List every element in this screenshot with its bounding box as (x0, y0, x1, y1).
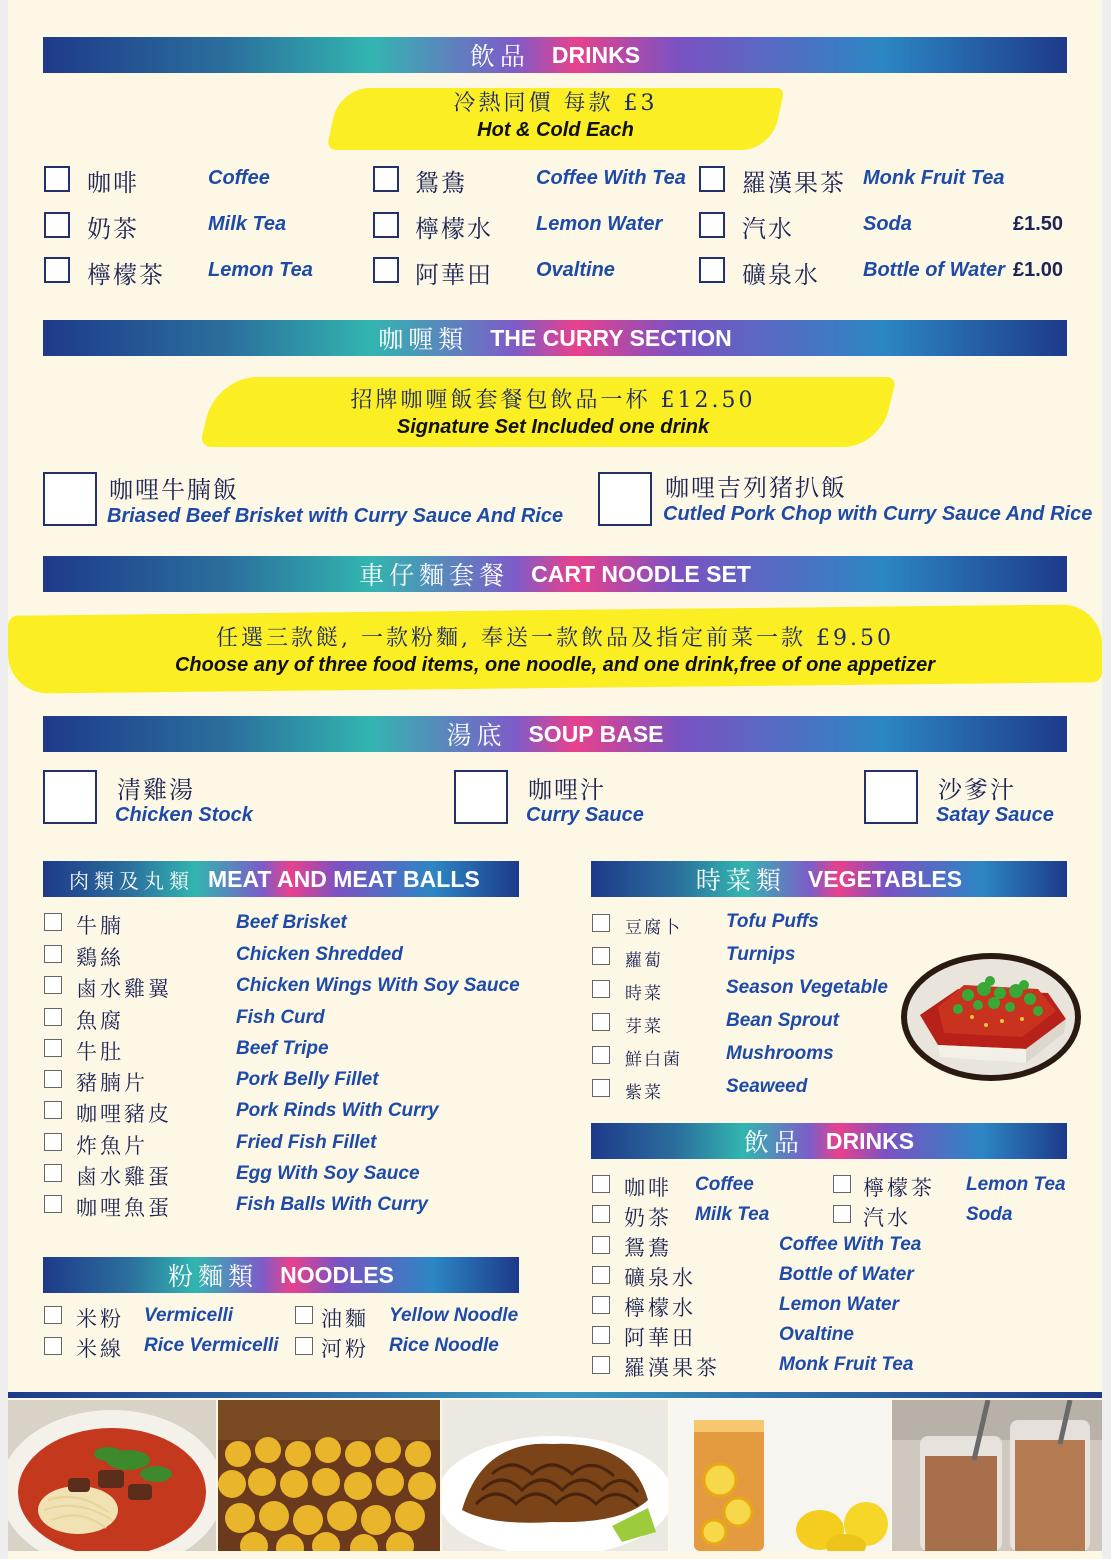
set-drink-checkbox[interactable] (592, 1266, 610, 1284)
set-drink-name-en: Lemon Tea (966, 1174, 1066, 1195)
curry-promo-en: Signature Set Included one drink (396, 416, 710, 438)
soup-header-en: SOUP BASE (528, 720, 664, 747)
meat-name-zh: 鹵水雞翼 (76, 977, 172, 1001)
set-drink-name-zh: 汽水 (863, 1206, 911, 1230)
meat-name-en: Fish Balls With Curry (236, 1194, 428, 1215)
drink-name-en: Ovaltine (536, 259, 615, 281)
drinks-promo-en: Hot & Cold Each (477, 119, 634, 141)
set-drink-name-en: Coffee (695, 1174, 754, 1195)
curry-header-zh: 咖喱類 (378, 325, 469, 354)
drink-name-en: Soda (863, 213, 912, 235)
set-drink-name-zh: 鴛鴦 (624, 1236, 672, 1260)
noodle-set-header-en: CART NOODLE SET (531, 560, 751, 587)
veg-checkbox[interactable] (592, 947, 610, 965)
drink-name-zh: 礦泉水 (742, 261, 820, 289)
meat-name-en: Fish Curd (236, 1007, 325, 1028)
drink-price: £1.00 (1013, 259, 1064, 281)
set-drink-checkbox[interactable] (592, 1326, 610, 1344)
meat-name-zh: 豬腩片 (76, 1071, 148, 1095)
curry-name-zh: 咖哩牛腩飯 (109, 476, 239, 504)
meat-checkbox[interactable] (44, 1164, 62, 1182)
soup-name-zh: 清雞湯 (117, 776, 195, 804)
meat-name-zh: 炸魚片 (76, 1134, 148, 1158)
noodle-checkbox[interactable] (295, 1337, 313, 1355)
veg-checkbox[interactable] (592, 1013, 610, 1031)
curry-promo-zh: 招牌咖喱飯套餐包飲品一杯 £12.50 (350, 388, 756, 413)
curry-header-en: THE CURRY SECTION (490, 324, 732, 351)
set-drinks-header-en: DRINKS (825, 1127, 915, 1154)
fish-balls-photo (218, 1400, 440, 1551)
meat-checkbox[interactable] (44, 945, 62, 963)
set-drink-name-en: Soda (966, 1204, 1013, 1225)
drinks-promo-zh: 冷熱同價 每款 £3 (453, 91, 658, 116)
meat-name-zh: 魚腐 (76, 1009, 124, 1033)
curry-promo (223, 387, 883, 439)
set-drink-name-en: Bottle of Water (779, 1264, 914, 1285)
milk-tea-photo (892, 1400, 1102, 1551)
set-drink-name-en: Monk Fruit Tea (779, 1354, 914, 1375)
drink-name-en: Monk Fruit Tea (863, 167, 1005, 189)
veg-name-en: Bean Sprout (726, 1010, 839, 1031)
veg-name-en: Season Vegetable (726, 977, 888, 998)
meat-name-zh: 牛肚 (76, 1040, 124, 1064)
curry-checkbox[interactable] (43, 472, 97, 526)
curry-name-zh: 咖哩吉列猪扒飯 (665, 474, 847, 502)
noodle-soup-photo (8, 1400, 216, 1551)
set-drink-checkbox[interactable] (592, 1236, 610, 1254)
set-drink-checkbox[interactable] (592, 1356, 610, 1374)
drink-name-zh: 檸檬茶 (87, 261, 165, 289)
set-drink-name-zh: 羅漢果茶 (624, 1356, 720, 1380)
drink-name-en: Milk Tea (208, 213, 287, 235)
meat-header-band (43, 861, 519, 897)
soup-name-zh: 沙爹汁 (938, 776, 1016, 804)
soup-checkbox[interactable] (43, 770, 97, 824)
set-drink-name-en: Coffee With Tea (779, 1234, 922, 1255)
meat-checkbox[interactable] (44, 1195, 62, 1213)
noodle-set-promo-zh: 任選三款餸, 一款粉麵, 奉送一款飲品及指定前菜一款 £9.50 (216, 626, 894, 651)
set-drink-name-zh: 阿華田 (624, 1326, 696, 1350)
soup-checkbox[interactable] (864, 770, 918, 824)
veg-name-en: Tofu Puffs (726, 911, 819, 932)
curry-header-band (43, 320, 1067, 356)
set-drinks-header-zh: 飲品 (743, 1128, 804, 1157)
meat-name-zh: 咖哩豬皮 (76, 1102, 172, 1126)
drink-checkbox[interactable] (373, 257, 399, 283)
set-drink-name-en: Milk Tea (695, 1204, 770, 1225)
set-drink-checkbox[interactable] (833, 1175, 851, 1193)
drink-checkbox[interactable] (44, 257, 70, 283)
drink-checkbox[interactable] (373, 212, 399, 238)
veg-name-en: Mushrooms (726, 1043, 834, 1064)
veg-checkbox[interactable] (592, 1046, 610, 1064)
veg-name-zh: 時菜 (625, 984, 663, 1004)
set-drink-name-en: Lemon Water (779, 1294, 900, 1315)
soup-name-en: Chicken Stock (115, 804, 253, 826)
curry-name-en: Cutled Pork Chop with Curry Sauce And Rice (663, 503, 1093, 525)
noodle-name-en: Vermicelli (144, 1305, 234, 1326)
noodle-name-en: Rice Vermicelli (144, 1335, 279, 1356)
drinks-header-zh: 飲品 (469, 42, 530, 71)
meat-name-zh: 牛腩 (76, 914, 124, 938)
beef-tripe-photo (442, 1400, 668, 1551)
soup-name-en: Curry Sauce (526, 804, 644, 826)
noodle-checkbox[interactable] (295, 1306, 313, 1324)
veg-name-en: Turnips (726, 944, 796, 965)
meat-checkbox[interactable] (44, 1101, 62, 1119)
drink-checkbox[interactable] (699, 166, 725, 192)
drinks-promo (343, 90, 768, 142)
set-drink-name-zh: 奶茶 (624, 1206, 672, 1230)
set-drink-checkbox[interactable] (592, 1296, 610, 1314)
set-drink-name-zh: 檸檬茶 (863, 1176, 935, 1200)
drink-name-zh: 咖啡 (87, 169, 139, 197)
meat-name-en: Egg With Soy Sauce (236, 1163, 420, 1184)
noodles-header-band (43, 1257, 519, 1293)
noodle-set-header-band (43, 556, 1067, 592)
drink-name-zh: 檸檬水 (415, 215, 493, 243)
drink-name-zh: 阿華田 (415, 261, 493, 289)
drink-checkbox[interactable] (44, 212, 70, 238)
set-drink-checkbox[interactable] (592, 1175, 610, 1193)
drink-name-zh: 汽水 (742, 215, 794, 243)
menu-page (8, 0, 1102, 1559)
lemon-tea-photo (670, 1400, 890, 1551)
noodle-checkbox[interactable] (44, 1337, 62, 1355)
drinks-header-band (43, 37, 1067, 73)
noodle-name-en: Yellow Noodle (389, 1305, 519, 1326)
meat-checkbox[interactable] (44, 1070, 62, 1088)
veg-checkbox[interactable] (592, 1079, 610, 1097)
meat-name-en: Pork Belly Fillet (236, 1069, 379, 1090)
drink-price: £1.50 (1013, 213, 1064, 235)
meat-name-zh: 鷄絲 (76, 946, 124, 970)
meat-name-en: Fried Fish Fillet (236, 1132, 377, 1153)
soup-name-en: Satay Sauce (936, 804, 1054, 826)
noodles-header-zh: 粉麵類 (168, 1262, 259, 1291)
set-drink-checkbox[interactable] (833, 1205, 851, 1223)
noodles-header-en: NOODLES (280, 1261, 394, 1288)
meat-name-zh: 鹵水雞蛋 (76, 1165, 172, 1189)
noodle-set-promo (28, 625, 1082, 677)
set-drinks-header-band (591, 1123, 1067, 1159)
set-drink-name-zh: 礦泉水 (624, 1266, 696, 1290)
noodle-checkbox[interactable] (44, 1306, 62, 1324)
veg-checkbox[interactable] (592, 914, 610, 932)
meat-name-en: Beef Tripe (236, 1038, 329, 1059)
set-drink-name-zh: 檸檬水 (624, 1296, 696, 1320)
meat-name-en: Beef Brisket (236, 912, 347, 933)
veg-header-band (591, 861, 1067, 897)
meat-checkbox[interactable] (44, 913, 62, 931)
noodle-name-zh: 米粉 (76, 1307, 124, 1331)
soup-header-band (43, 716, 1067, 752)
veg-name-zh: 紫菜 (625, 1083, 663, 1103)
meat-checkbox[interactable] (44, 976, 62, 994)
meat-checkbox[interactable] (44, 1039, 62, 1057)
soup-header-zh: 湯底 (446, 721, 507, 750)
noodle-name-zh: 油麵 (321, 1307, 369, 1331)
drink-checkbox[interactable] (699, 212, 725, 238)
drink-name-en: Coffee (208, 167, 270, 189)
noodle-set-header-zh: 車仔麵套餐 (359, 561, 510, 590)
curry-checkbox[interactable] (598, 472, 652, 526)
drink-checkbox[interactable] (44, 166, 70, 192)
veg-name-zh: 豆腐卜 (625, 918, 682, 938)
soup-checkbox[interactable] (454, 770, 508, 824)
meat-name-en: Chicken Shredded (236, 944, 403, 965)
meat-name-zh: 咖哩魚蛋 (76, 1196, 172, 1220)
set-drink-checkbox[interactable] (592, 1205, 610, 1223)
drinks-header-en: DRINKS (551, 41, 641, 68)
meat-name-en: Chicken Wings With Soy Sauce (236, 975, 520, 996)
drink-name-zh: 奶茶 (87, 215, 139, 243)
noodle-set-promo-en: Choose any of three food items, one noodle, and one drink,free of one appetizer (174, 654, 936, 676)
veg-header-en: VEGETABLES (807, 865, 963, 892)
meat-header-en: MEAT AND MEAT BALLS (208, 865, 480, 892)
drink-name-en: Bottle of Water (863, 259, 1005, 281)
veg-name-zh: 鮮白菌 (625, 1050, 682, 1070)
noodle-name-en: Rice Noodle (389, 1335, 499, 1356)
drink-name-zh: 羅漢果茶 (742, 169, 846, 197)
photo-strip-border (8, 1392, 1102, 1398)
drink-checkbox[interactable] (699, 257, 725, 283)
set-drink-name-zh: 咖啡 (624, 1176, 672, 1200)
set-drink-name-en: Ovaltine (779, 1324, 854, 1345)
veg-name-en: Seaweed (726, 1076, 808, 1097)
veg-checkbox[interactable] (592, 980, 610, 998)
drink-checkbox[interactable] (373, 166, 399, 192)
drink-name-zh: 鴛鴦 (415, 169, 467, 197)
soup-name-zh: 咖哩汁 (528, 776, 606, 804)
drink-name-en: Coffee With Tea (536, 167, 686, 189)
meat-header-zh: 肉類及丸類 (69, 868, 194, 893)
meat-checkbox[interactable] (44, 1133, 62, 1151)
noodle-name-zh: 米線 (76, 1337, 124, 1361)
tofu-dish-photo (898, 945, 1084, 1083)
meat-name-en: Pork Rinds With Curry (236, 1100, 439, 1121)
meat-checkbox[interactable] (44, 1008, 62, 1026)
curry-name-en: Briased Beef Brisket with Curry Sauce And Rice (107, 505, 564, 527)
drink-name-en: Lemon Tea (208, 259, 313, 281)
drink-name-en: Lemon Water (536, 213, 663, 235)
veg-name-zh: 芽菜 (625, 1017, 663, 1037)
noodle-name-zh: 河粉 (321, 1337, 369, 1361)
veg-name-zh: 蘿蔔 (625, 951, 663, 971)
veg-header-zh: 時菜類 (695, 866, 786, 895)
